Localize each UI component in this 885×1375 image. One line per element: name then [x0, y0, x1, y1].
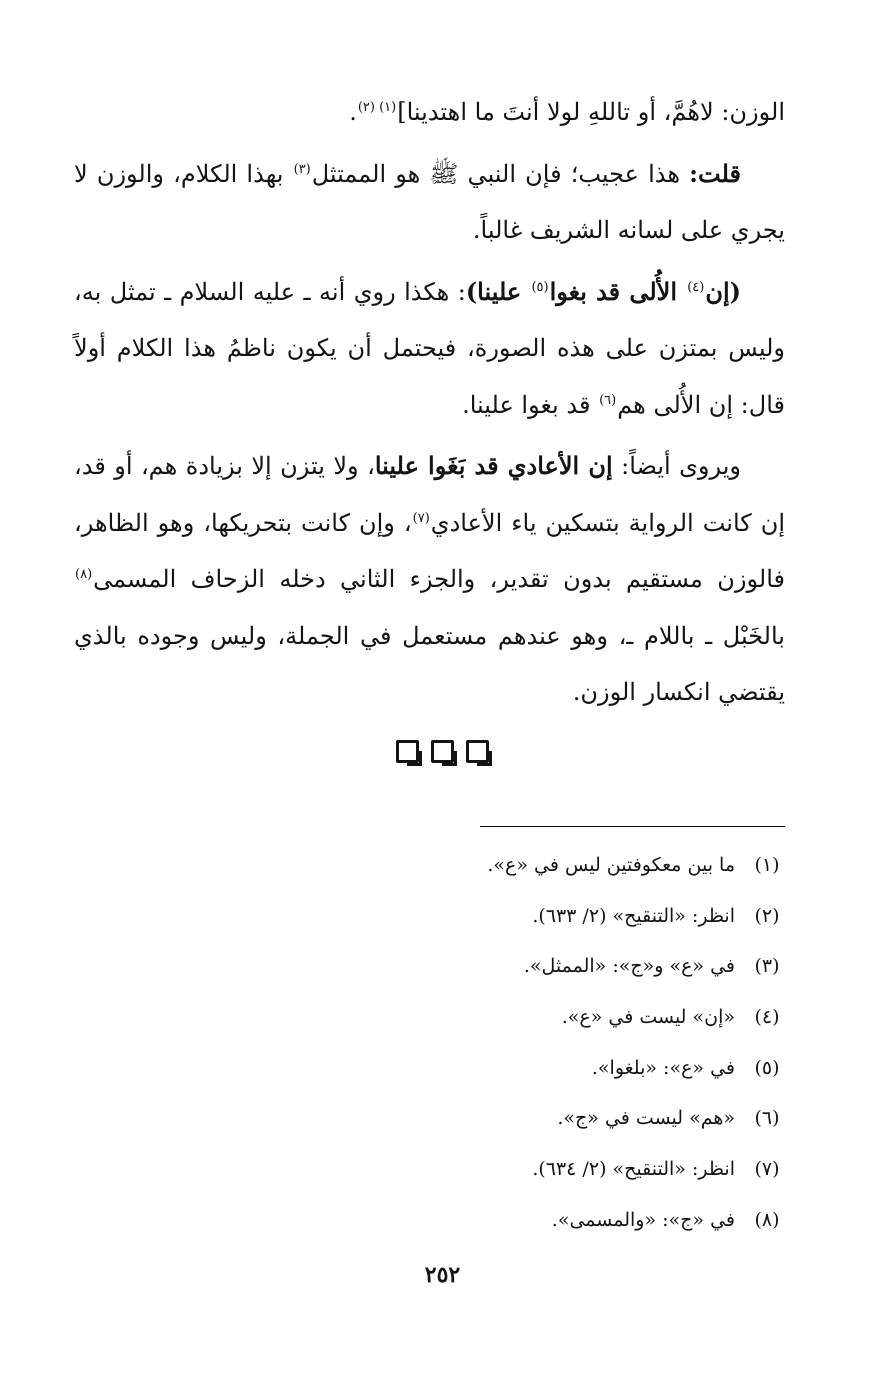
- footnote-number: (٣): [754, 955, 780, 978]
- footnote: [85, 941, 785, 992]
- footnote-text: في «ج»: «والمسمى».: [551, 1208, 735, 1231]
- paragraph: [74, 84, 785, 141]
- footnote-reference: (٨): [75, 567, 93, 582]
- footnote-reference: (٣): [293, 161, 311, 177]
- footnote: [85, 1144, 785, 1195]
- section-divider-ornament: [0, 740, 885, 763]
- footnote-number: (٢): [754, 904, 780, 927]
- footnote: [85, 1043, 785, 1094]
- square-ornament-icon: [396, 740, 419, 763]
- text-segment: .: [349, 98, 357, 126]
- footnotes-list: [85, 840, 785, 1246]
- footnote-text: «إن» ليست في «ع».: [561, 1006, 735, 1029]
- page-number: ٢٥٢: [424, 1262, 461, 1288]
- footnote-number: (٧): [754, 1158, 780, 1181]
- paragraph: [74, 438, 785, 721]
- emphasized-text: قلت:: [689, 158, 741, 188]
- footnote-number: (٤): [754, 1006, 780, 1029]
- paragraph: [74, 146, 785, 259]
- footnote-text: في «ع»: «بلغوا».: [591, 1056, 735, 1079]
- text-segment: قد بغوا علينا.: [462, 390, 599, 419]
- footnote-text: انظر: «التنقيح» (٢/ ٦٣٣).: [532, 904, 735, 927]
- footnote-number: (٥): [754, 1056, 780, 1079]
- footnote-reference: (٧): [412, 510, 430, 526]
- footnote-reference: (٤): [687, 279, 705, 295]
- footnote: [85, 1093, 785, 1144]
- footnote: [85, 992, 785, 1043]
- footnote: [85, 1195, 785, 1246]
- footnote-text: «هم» ليست في «ج».: [557, 1107, 735, 1130]
- text-segment: ، ولا يتزن إلا بزيادة هم، أو قد، إن كانت الرواية بتسكين ياء الأعادي: [74, 452, 785, 537]
- footnote: [85, 840, 785, 891]
- square-ornament-icon: [466, 740, 489, 763]
- footnote-text: في «ع» و«ج»: «الممثل».: [523, 955, 735, 978]
- footnote-text: انظر: «التنقيح» (٢/ ٦٣٤).: [532, 1158, 735, 1181]
- main-text: [74, 84, 785, 726]
- footnote-number: (٨): [754, 1208, 780, 1231]
- footnote-reference: (٥): [531, 279, 549, 295]
- text-segment: : هكذا روي أنه ـ عليه السلام ـ تمثل به، وليس بمتزن على هذه الصورة، فيحتمل أن يكون ناظمُ هذا الكلام أولاً قال: إن الأُلى هم: [74, 277, 785, 419]
- footnote-number: (١): [754, 854, 780, 876]
- text-segment: ويروى أيضاً:: [612, 452, 741, 480]
- footnote-separator-line: [480, 826, 785, 827]
- emphasized-text: إن الأعادي قد بَغَوا علينا: [374, 451, 613, 480]
- footnote-number: (٦): [754, 1107, 780, 1130]
- text-segment: بالخَبْل ـ باللام ـ، وهو عندهم مستعمل في الجملة، وليس وجوده بالذي يقتضي انكسار الوزن.: [74, 621, 785, 706]
- text-segment: الوزن: لاهُمَّ، أو تاللهِ لولا أنتَ ما اهتدينا]: [397, 98, 785, 126]
- emphasized-text: (إن: [705, 276, 741, 306]
- text-segment: بهذا الكلام، والوزن لا يجري على لسانه الشريف غالباً.: [74, 159, 785, 244]
- emphasized-text: الأُلى قد بغوا: [549, 276, 687, 306]
- footnote-text: ما بين معكوفتين ليس في «ع».: [487, 854, 735, 876]
- emphasized-text: علينا): [465, 276, 531, 306]
- square-ornament-icon: [431, 740, 454, 763]
- text-segment: هذا عجيب؛ فإن النبي ﷺ هو الممتثل: [311, 159, 690, 188]
- paragraph: [74, 264, 785, 434]
- text-segment: ، وإن كانت بتحريكها، وهو الظاهر، فالوزن مستقيم بدون تقدير، والجزء الثاني دخله الزحاف المسمى: [74, 508, 785, 593]
- footnote-reference: (٦): [599, 392, 617, 408]
- footnote-reference: (١) (٢): [357, 100, 397, 115]
- footnote: [85, 891, 785, 942]
